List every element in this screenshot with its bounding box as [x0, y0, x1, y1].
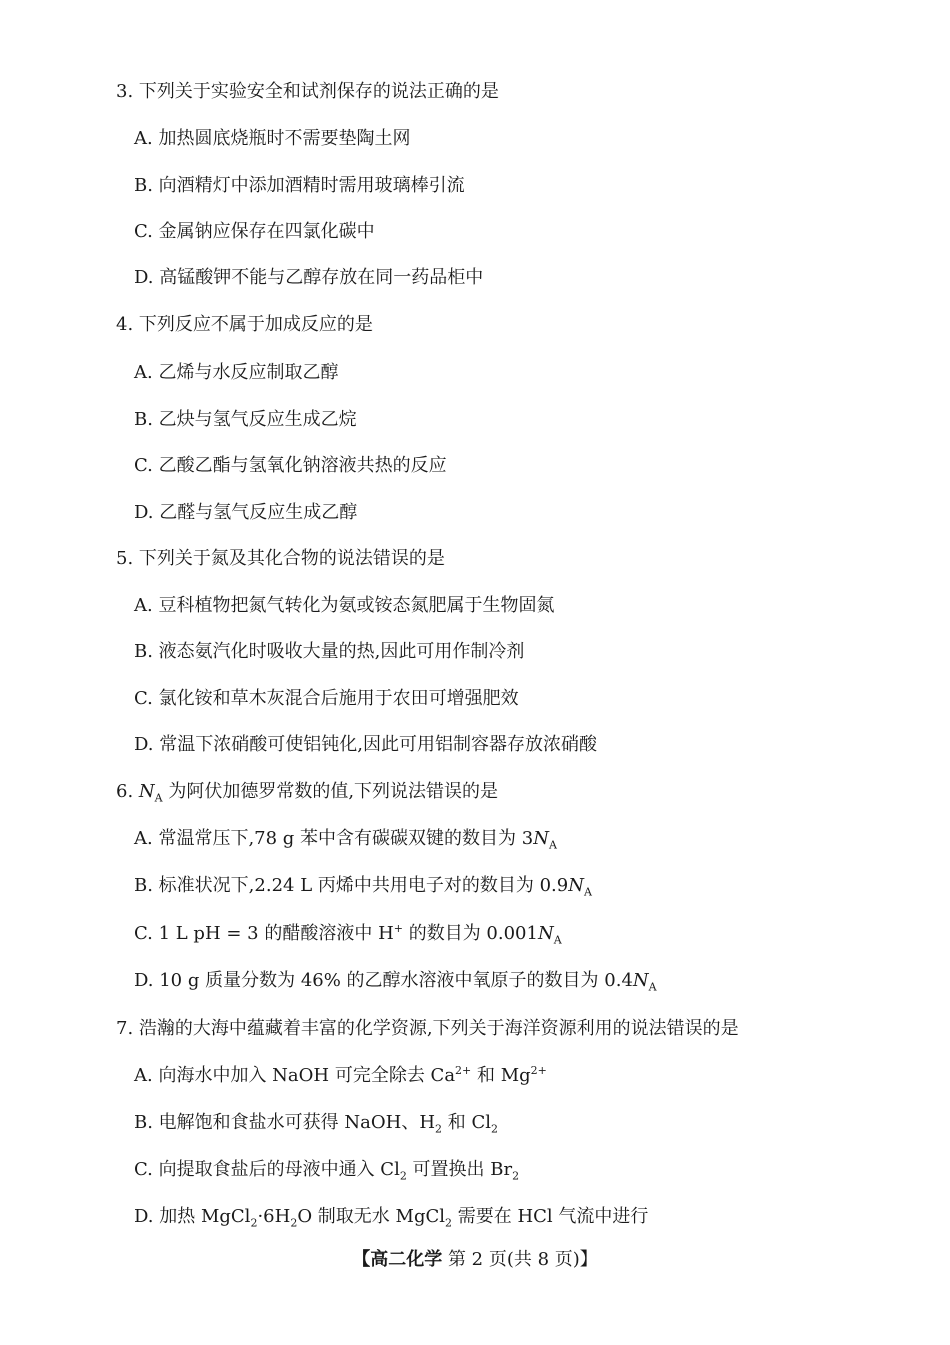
question-4-option-d: D. 乙醛与氢气反应生成乙醇	[134, 502, 358, 523]
question-6-option-c: C. 1 L pH = 3 的醋酸溶液中 H+ 的数目为 $0.001N_A$	[134, 922, 562, 947]
question-3-option-c: C. 金属钠应保存在四氯化碳中	[134, 221, 375, 242]
question-5-option-c: C. 氯化铵和草木灰混合后施用于农田可增强肥效	[134, 688, 519, 709]
question-5-option-a: A. 豆科植物把氮气转化为氨或铵态氮肥属于生物固氮	[134, 595, 555, 616]
question-7-option-a: A. 向海水中加入 NaOH 可完全除去 $Ca^{2+}$ 和 $Mg^{2+}$	[134, 1064, 547, 1086]
page-footer	[0, 1248, 950, 1272]
question-6-option-a: A. 常温常压下,78 g 苯中含有碳碳双键的数目为 $3N_A$	[134, 828, 557, 852]
question-3-option-b: B. 向酒精灯中添加酒精时需用玻璃棒引流	[134, 175, 465, 196]
question-3-option-a: A. 加热圆底烧瓶时不需要垫陶土网	[134, 128, 411, 149]
question-5-option-d: D. 常温下浓硝酸可使铝钝化,因此可用铝制容器存放浓硝酸	[134, 734, 597, 755]
question-5-option-b: B. 液态氨汽化时吸收大量的热,因此可用作制冷剂	[134, 641, 525, 662]
footer-page-number: 第 2 页(共 8 页)】	[447, 1249, 598, 1270]
question-5-stem: 5. 下列关于氮及其化合物的说法错误的是	[116, 548, 445, 569]
question-3-option-d: D. 高锰酸钾不能与乙醇存放在同一药品柜中	[134, 267, 484, 288]
question-3-stem: 3. 下列关于实验安全和试剂保存的说法正确的是	[116, 81, 499, 102]
question-7-option-c: C. 向提取食盐后的母液中通入 $Cl_2$ 可置换出 $Br_2$	[134, 1159, 520, 1183]
question-6-option-b: B. 标准状况下,2.24 L 丙烯中共用电子对的数目为 $0.9N_A$	[134, 875, 592, 899]
question-4-option-c: C. 乙酸乙酯与氢氧化钠溶液共热的反应	[134, 455, 447, 476]
question-4-stem: 4. 下列反应不属于加成反应的是	[116, 314, 373, 335]
question-4-option-a: A. 乙烯与水反应制取乙醇	[134, 362, 339, 383]
question-7-option-b: B. 电解饱和食盐水可获得 NaOH、$H_2$ 和 $Cl_2$	[134, 1112, 499, 1136]
question-6-option-d: D. 10 g 质量分数为 46% 的乙醇水溶液中氧原子的数目为 $0.4N_A$	[134, 970, 657, 994]
footer-subject: 【高二化学	[352, 1249, 443, 1270]
question-7-stem: 7. 浩瀚的大海中蕴藏着丰富的化学资源,下列关于海洋资源利用的说法错误的是	[116, 1018, 739, 1039]
question-6-stem: 6. $N_A$ 为阿伏加德罗常数的值,下列说法错误的是	[116, 781, 499, 805]
question-7-option-d: D. 加热 $MgCl_2\cdot 6H_2O$ 制取无水 MgCl$_2$ 需要在 HCl 气流中进行	[134, 1206, 649, 1230]
question-4-option-b: B. 乙炔与氢气反应生成乙烷	[134, 409, 357, 430]
